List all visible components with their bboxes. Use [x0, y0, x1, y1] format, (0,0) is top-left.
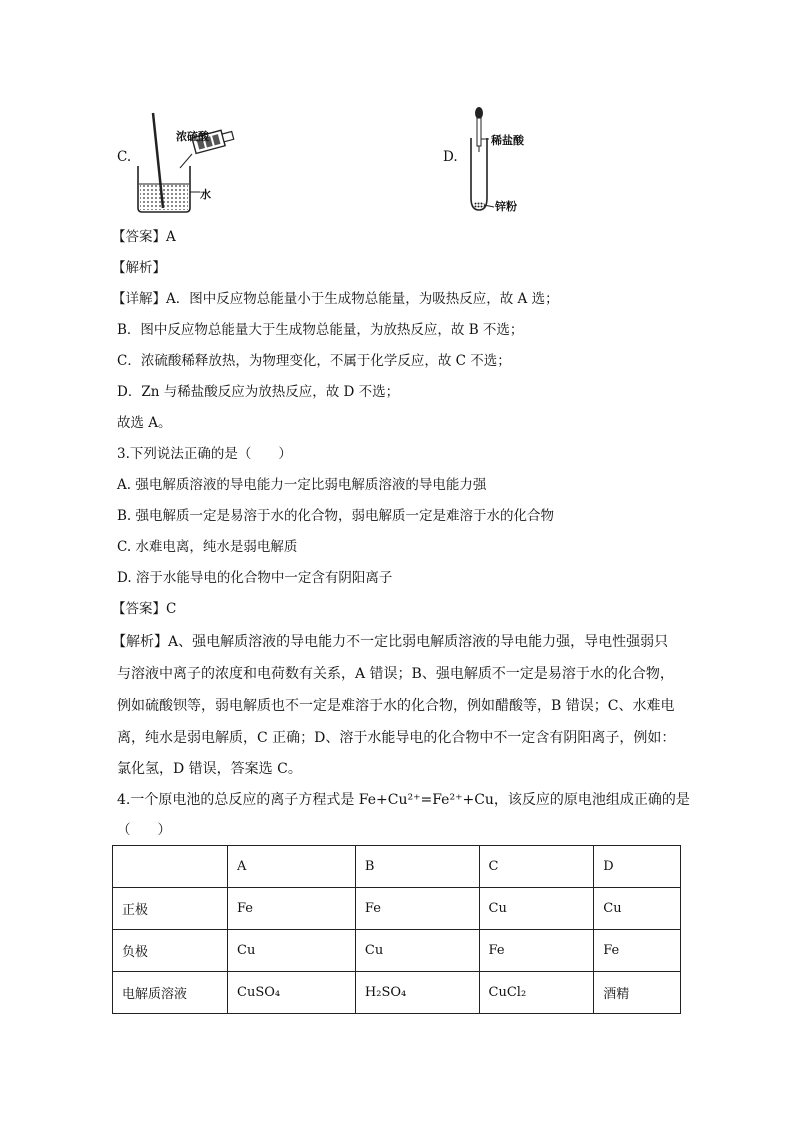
q4-stem-line-1: 4.一个原电池的总反应的离子方程式是 Fe+Cu²⁺=Fe²⁺+Cu，该反应的原电池组成正确的是 [117, 792, 690, 808]
table-cell: Cu [594, 888, 681, 930]
table-cell: A [228, 846, 356, 888]
q4-options-table [112, 845, 681, 1014]
q2-detail-a: 【详解】A．图中反应物总能量小于生成物总能量，为吸热反应，故 A 选； [112, 291, 559, 307]
q2-conclusion: 故选 A。 [117, 415, 172, 431]
q3-option-d: D. 溶于水能导电的化合物中一定含有阴阳离子 [117, 570, 393, 586]
table-cell: Fe [355, 888, 479, 930]
figure-d-zinc-label: 锌粉 [495, 200, 517, 213]
q2-detail-b: B．图中反应物总能量大于生成物总能量，为放热反应，故 B 不选； [117, 322, 524, 338]
figure-d-letter: D. [443, 149, 458, 165]
table-cell: Cu [479, 888, 594, 930]
table-cell: CuSO₄ [228, 972, 356, 1014]
q3-option-c: C. 水难电离，纯水是弱电解质 [117, 539, 298, 555]
q4-stem-line-2: （ ） [117, 822, 171, 838]
figure-c-beaker-diagram [130, 108, 240, 218]
table-row [113, 972, 681, 1014]
table-row [113, 888, 681, 930]
table-cell: H₂SO₄ [355, 972, 479, 1014]
table-cell: Fe [594, 930, 681, 972]
table-cell: B [355, 846, 479, 888]
table-cell: C [479, 846, 594, 888]
q2-detail-d: D．Zn 与稀盐酸反应为放热反应，故 D 不选； [117, 384, 400, 400]
q3-analysis-line-3: 例如硫酸钡等，弱电解质也不一定是难溶于水的化合物，例如醋酸等，B 错误；C、水难电 [117, 698, 675, 714]
table-cell: D [594, 846, 681, 888]
table-row [113, 930, 681, 972]
q3-analysis-line-5: 氯化氢，D 错误，答案选 C。 [117, 761, 302, 777]
table-cell: 电解质溶液 [113, 972, 228, 1014]
table-cell: Cu [355, 930, 479, 972]
figure-d-acid-label: 稀盐酸 [491, 134, 524, 147]
table-cell: CuCl₂ [479, 972, 594, 1014]
q3-stem: 3.下列说法正确的是（ ） [117, 446, 292, 462]
table-cell: 酒精 [594, 972, 681, 1014]
figure-c-letter: C. [117, 149, 132, 165]
q2-answer: 【答案】A [112, 229, 176, 245]
table-cell: Fe [228, 888, 356, 930]
q3-analysis-line-2: 与溶液中离子的浓度和电荷数有关系，A 错误；B、强电解质不一定是易溶于水的化合物， [117, 666, 674, 682]
q3-answer: 【答案】C [112, 601, 177, 617]
table-cell: Fe [479, 930, 594, 972]
table-cell: Cu [228, 930, 356, 972]
q3-option-b: B. 强电解质一定是易溶于水的化合物，弱电解质一定是难溶于水的化合物 [117, 508, 555, 524]
q2-analysis-heading: 【解析】 [112, 260, 166, 276]
figure-c-water-label: 水 [200, 188, 211, 201]
table-header-row [113, 846, 681, 888]
figure-c-acid-label: 浓硫酸 [176, 130, 209, 143]
q3-option-a: A. 强电解质溶液的导电能力一定比弱电解质溶液的导电能力强 [117, 477, 487, 493]
q3-analysis-line-1: 【解析】A、强电解质溶液的导电能力不一定比弱电解质溶液的导电能力强，导电性强弱只 [112, 634, 669, 650]
q2-detail-c: C．浓硫酸稀释放热，为物理变化，不属于化学反应，故 C 不选； [117, 353, 511, 369]
table-cell: 正极 [113, 888, 228, 930]
q3-analysis-line-4: 离，纯水是弱电解质，C 正确；D、溶于水能导电的化合物中不一定含有阴阳离子，例如： [117, 730, 676, 746]
table-cell [113, 846, 228, 888]
table-cell: 负极 [113, 930, 228, 972]
